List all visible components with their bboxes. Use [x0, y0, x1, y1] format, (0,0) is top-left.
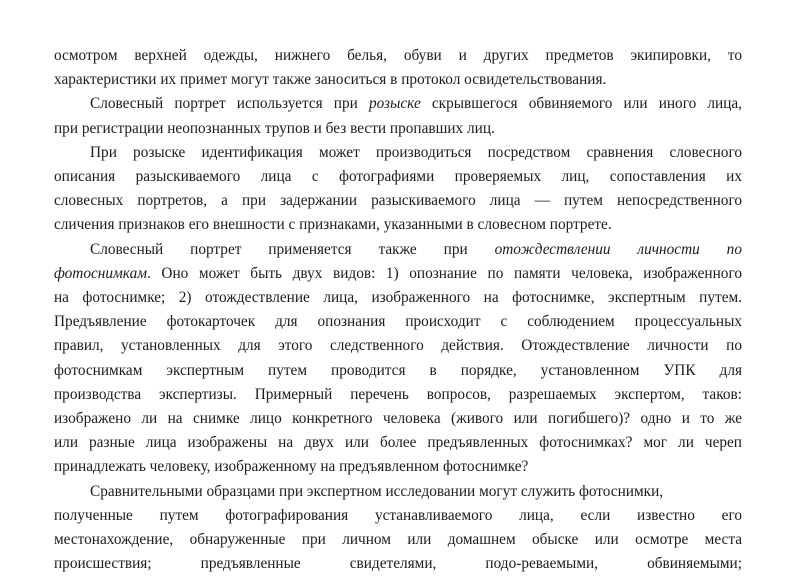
- text-segment: местонахождение, обнаруженные при личном или домашнем обыске или осмотре места: [54, 531, 742, 549]
- paragraph: [54, 44, 742, 92]
- text-line: [54, 117, 742, 141]
- paragraph: [54, 141, 742, 238]
- text-line: [54, 44, 742, 68]
- text-line: [54, 165, 742, 189]
- text-line: [54, 141, 742, 165]
- text-segment: сличения признаков его внешности с признаками, указанными в словесном портрете.: [54, 216, 612, 234]
- text-line: [54, 383, 742, 407]
- text-line: [54, 504, 742, 528]
- text-line: [54, 68, 742, 92]
- text-line: [54, 334, 742, 358]
- text-segment: описания разыскиваемого лица с фотографиями проверяемых лиц, сопоставления их: [54, 168, 742, 186]
- text-segment: словесных портретов, а при задержании разыскиваемого лица — путем непосредственного: [54, 192, 742, 210]
- text-segment: фотоснимкам экспертным путем проводится в порядке, установленном УПК для: [54, 361, 742, 379]
- paragraph: [54, 504, 742, 576]
- text-segment: полученные путем фотографирования устанавливаемого лица, если известно его: [54, 506, 742, 524]
- text-segment: происшествия; предъявленные свидетелями, подо-реваемыми, обвиняемыми;: [54, 555, 742, 573]
- text-segment: при регистрации неопознанных трупов и без вести пропавших лиц.: [54, 119, 495, 137]
- text-segment: или разные лица изображены на двух или более предъявленных фотоснимках? мог ли череп: [54, 434, 742, 452]
- text-segment: производства экспертизы. Примерный перечень вопросов, разрешаемых экспертом, таков:: [54, 385, 742, 403]
- text-line: [54, 431, 742, 455]
- text-segment: При розыске идентификация может производиться посредством сравнения словесного: [90, 143, 742, 161]
- text-segment: правил, установленных для этого следственного действия. Отождествление личности по: [54, 337, 742, 355]
- text-line: [54, 238, 742, 262]
- text-line: [54, 310, 742, 334]
- text-segment: принадлежать человеку, изображенному на предъявленном фотоснимке?: [54, 458, 529, 476]
- text-segment: Сравнительными образцами при экспертном исследовании могут служить фотоснимки,: [90, 482, 664, 500]
- text-line: [54, 480, 742, 504]
- text-segment: скрывшегося обвиняемого или иного лица,: [420, 95, 743, 113]
- text-line: [54, 92, 742, 116]
- text-line: [54, 286, 742, 310]
- italic-term: фотоснимкам: [54, 264, 147, 282]
- text-line: [54, 552, 742, 576]
- text-segment: на фотоснимке; 2) отождествление лица, изображенного на фотоснимке, экспертным путем.: [54, 289, 742, 307]
- text-line: [54, 455, 742, 479]
- text-segment: . Оно может быть двух видов: 1) опознание по памяти человека, изображенного: [146, 264, 742, 282]
- text-line: [54, 528, 742, 552]
- text-segment: изображено ли на снимке лицо конкретного человека (живого или погибшего)? одно и то же: [54, 410, 742, 428]
- text-segment: осмотром верхней одежды, нижнего белья, обуви и других предметов экипировки, то: [54, 47, 742, 64]
- text-line: [54, 359, 742, 383]
- paragraph: [54, 92, 742, 140]
- text-line: [54, 189, 742, 213]
- text-segment: характеристики их примет могут также заноситься в протокол освидетельствования.: [54, 71, 607, 89]
- text-line: [54, 213, 742, 237]
- text-segment: Словесный портрет применяется также при: [90, 240, 495, 258]
- text-segment: Словесный портрет используется при: [90, 95, 369, 113]
- text-line: [54, 262, 742, 286]
- document-page: [54, 44, 742, 576]
- text-segment: Предъявление фотокарточек для опознания происходит с соблюдением процессуальных: [54, 313, 742, 331]
- paragraph: [54, 238, 742, 480]
- text-line: [54, 407, 742, 431]
- italic-term: отождествлении личности по: [494, 240, 742, 258]
- italic-term: розыске: [368, 95, 421, 113]
- paragraph: [54, 480, 742, 504]
